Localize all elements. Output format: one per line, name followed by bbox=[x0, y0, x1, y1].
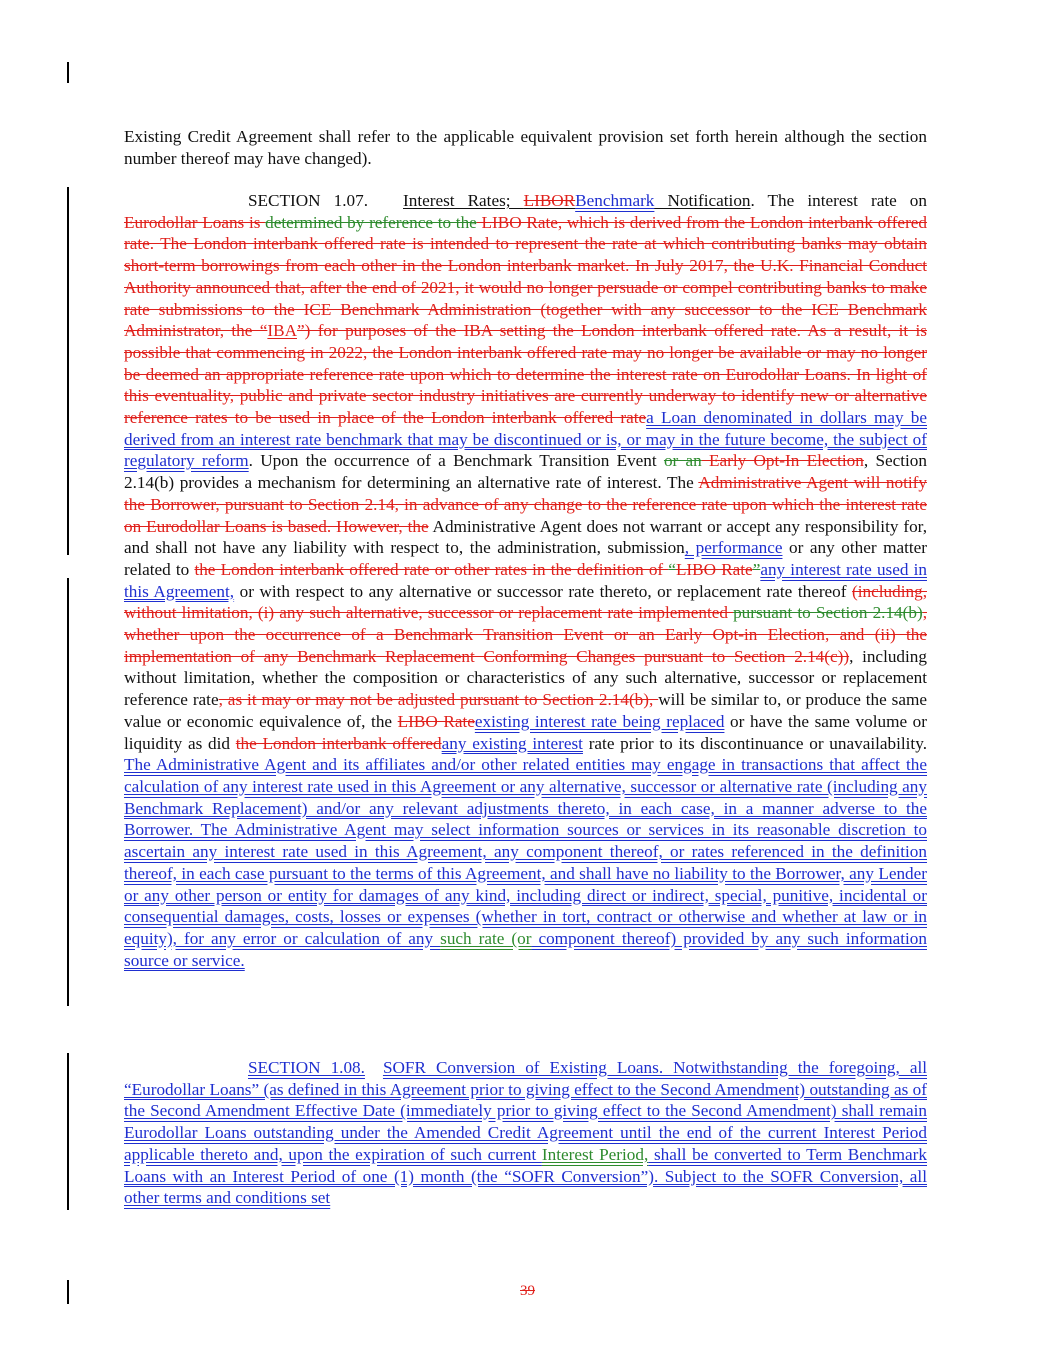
moved-deleted-text: pursuant to Section 2.14(b) bbox=[733, 603, 923, 623]
deleted-text: the London interbank offered bbox=[235, 733, 442, 753]
moved-deleted-text: or an bbox=[663, 451, 702, 471]
deleted-text: Eurodollar Loans is bbox=[124, 212, 266, 232]
inserted-text: Benchmark bbox=[575, 191, 655, 210]
moved-deleted-text: determined by reference to the bbox=[265, 212, 477, 232]
section-1-08 bbox=[124, 1057, 927, 1209]
deleted-text: the London interbank offered rate or other rates in the definition of bbox=[194, 559, 669, 579]
section-1-07-heading: Interest Rates; LIBORBenchmark Notification bbox=[403, 191, 751, 210]
inserted-text: a Loan denominated in dollars may be derived from an interest rate benchmark that may be discontinued or is, or may in the future become, the subject of regulatory reform bbox=[124, 408, 927, 471]
inserted-text: shall be converted to Term Benchmark Loans with an Interest Period of one (1) month (the “SOFR Conversion”). Subject to the SOFR Conversion, all other terms and conditions set bbox=[124, 1144, 927, 1208]
deleted-text: IBA bbox=[267, 321, 297, 341]
deleted-text: Administrative Agent will notify the Borrower, pursuant to Section 2.14, in advance of any change to the reference rate upon which the interest rate on Eurodollar Loans is based. However, the bbox=[124, 473, 927, 536]
deleted-text: , whether upon the occurrence of a Benchmark Transition Event or an Early Opt-in Election, and (ii) the implementation of any Benchmark Replacement Conforming Changes pursuant to Section 2.14(c)) bbox=[124, 603, 927, 666]
change-bar bbox=[67, 187, 69, 555]
inserted-text: any existing interest bbox=[441, 733, 583, 753]
deleted-text: LIBO Rate, which is derived from the London interbank offered rate. The London interbank offered rate is intended to represent the rate at which contributing banks may obtain short-term borrowings from each other in the London interbank market. In July 2017, the U.K. Financial Conduct Authority announced that, after the end of 2021, it would no longer persuade or compel contributing banks to make rate submissions to the ICE Benchmark Administration (together with any successor to the ICE Benchmark Administrator, the “ bbox=[124, 212, 928, 341]
deleted-text: , as it may or may not be adjusted pursuant to Section 2.14(b), bbox=[218, 690, 659, 710]
change-bar bbox=[67, 578, 69, 1006]
inserted-text: any interest rate used in this Agreement, bbox=[124, 559, 927, 601]
change-bar bbox=[67, 1053, 69, 1210]
section-1-07-number: SECTION 1.07. bbox=[248, 191, 368, 210]
change-bar bbox=[67, 62, 69, 83]
moved-deleted-text: “ bbox=[668, 559, 676, 579]
deleted-text: LIBOR bbox=[523, 191, 576, 210]
intro-paragraph bbox=[124, 126, 927, 169]
page-number: 39 bbox=[520, 1283, 535, 1299]
inserted-text: The Administrative Agent and its affiliates and/or other related entities may engage in transactions that affect the calculation of any interest rate used in this Agreement or any alternative, successor or alternative rate (including any Benchmark Replacement) and/or any relevant adjustments thereto, in each case, in a manner adverse to the Borrower. The Administrative Agent may select information sources or services in its reasonable discretion to ascertain any interest rate used in this Agreement, any component thereof, or rates referenced in the definition thereof, in each case pursuant to the terms of this Agreement, and shall have no liability to the Borrower, any Lender or any other person or entity for damages of any kind, including direct or indirect, special, punitive, incidental or consequential damages, costs, losses or expenses (whether in tort, contract or otherwise and whether at law or in equity), for any error or calculation of any bbox=[124, 755, 927, 948]
section-1-07: SECTION 1.07. Interest Rates; LIBORBenchmark Notification. The interest rate on Eurodollar Loans is determined by reference to the LIBO Rate, which is derived from the London interbank offered rate. The London interbank offered rate is intended to represent the rate at which contributing banks may obtain short-term borrowings from each other in the London interbank market. In July 2017, the U.K. Financial Conduct Authority announced that, after the end of 2021, it would no longer persuade or compel contributing banks to make rate submissions to the ICE Benchmark Administration (together with any successor to the ICE Benchmark Administrator, the “IBA”) for purposes of the IBA setting the London interbank offered rate. As a result, it is possible that commencing in 2022, the London interbank offered rate may no longer be available or may no longer be deemed an appropriate reference rate upon which to determine the interest rate on Eurodollar Loans. In light of this eventuality, public and private sector industry initiatives are currently underway to identify new or alternative reference rates to be used in place of the London interbank offered ratea Loan denominated in dollars may be derived from an interest rate benchmark that may be discontinued or is, or may in the future become, the subject of regulatory reform. Upon the occurrence of a Benchmark Transition Event or an Early Opt-In Election, Section 2.14(b) provides a mechanism for determining an alternative rate of interest. The Administrative Agent will notify the Borrower, pursuant to Section 2.14, in advance of any change to the reference rate upon which the interest rate on Eurodollar Loans is based. However, the Administrative Agent does not warrant or accept any responsibility for, and shall not have any liability with respect to, the administration, submission, performance or any other matter related to the London interbank offered rate or other rates in the definition of “LIBO Rate”any interest rate used in this Agreement, or with respect to any alternative or successor rate thereto, or replacement rate thereof (including, without limitation, (i) any such alternative, successor or replacement rate implemented pursuant to Section 2.14(b), whether upon the occurrence of a Benchmark Transition Event or an Early Opt-in Election, and (ii) the implementation of any Benchmark Replacement Conforming Changes pursuant to Section 2.14(c)), including without limitation, whether the composition or characteristics of any such alternative, successor or replacement reference rate, as it may or may not be adjusted pursuant to Section 2.14(b), will be similar to, or produce the same value or economic equivalence of, the LIBO Rateexisting interest rate being replaced or have the same volume or liquidity as did the London interbank offeredany existing interest rate prior to its discontinuance or unavailability. The Administrative Agent and its affiliates and/or other related entities may engage in transactions that affect the calculation of any interest rate used in this Agreement or any alternative, successor or alternative rate (including any Benchmark Replacement) and/or any relevant adjustments thereto, in each case, in a manner adverse to the Borrower. The Administrative Agent may select information sources or services in its reasonable discretion to ascertain any interest rate used in this Agreement, any component thereof, or rates referenced in the definition thereof, in each case pursuant to the terms of this Agreement, and shall have no liability to the Borrower, any Lender or any other person or entity for damages of any kind, including direct or indirect, special, punitive, incidental or consequential damages, costs, losses or expenses (whether in tort, contract or otherwise and whether at law or in equity), for any error or calculation of any such rate (or component thereof) provided by any such information source or service. bbox=[124, 191, 928, 970]
deleted-text: (including, without limitation, (i) any such alternative, successor or replacement rate implemented bbox=[124, 581, 927, 623]
deleted-text: LIBO Rate bbox=[397, 711, 475, 731]
inserted-text: existing interest rate being replaced bbox=[474, 711, 725, 731]
inserted-text: component thereof) provided by any such information source or service. bbox=[124, 928, 927, 970]
deleted-text: LIBO Rate bbox=[675, 559, 753, 579]
inserted-text: SOFR Conversion of Existing Loans. Notwithstanding the foregoing, all “Eurodollar Loans” (as defined in this Agreement prior to giving effect to the Second Amendment) outstanding as of the Second Amendment Effective Date (immediately prior to giving effect to the Second Amendment) shall remain Eurodollar Loans outstanding under the Amended Credit Agreement until the end of the current Interest Period applicable thereto and, upon the expiration of such current bbox=[124, 1058, 927, 1164]
section-1-08-number: SECTION 1.08. bbox=[248, 1058, 365, 1077]
intro-text: Existing Credit Agreement shall refer to the applicable equivalent provision set forth herein although the section number thereof may have changed). bbox=[124, 127, 927, 168]
deleted-text: ”) for purposes of the IBA setting the London interbank offered rate. As a result, it is possible that commencing in 2022, the London interbank offered rate may no longer be available or may no longer be deemed an appropriate reference rate upon which to determine the interest rate on Eurodollar Loans. In light of this eventuality, public and private sector industry initiatives are currently underway to identify new or alternative reference rates to be used in place of the London interbank offered rate bbox=[124, 321, 927, 428]
moved-deleted-text: ” bbox=[752, 559, 761, 579]
deleted-text: Early Opt-In Election bbox=[701, 451, 864, 471]
inserted-text: , performance bbox=[684, 538, 783, 558]
moved-inserted-text: such rate (or bbox=[440, 928, 532, 948]
moved-inserted-text: Interest Period, bbox=[541, 1144, 649, 1164]
